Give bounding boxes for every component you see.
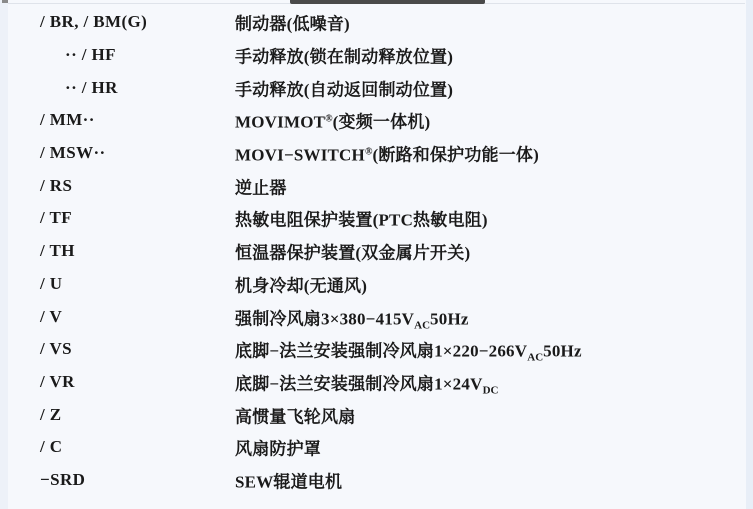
option-description — [235, 402, 355, 427]
option-description — [235, 467, 342, 492]
description-text: MOVIMOT — [235, 112, 326, 132]
option-description — [235, 369, 499, 397]
option-description — [235, 75, 453, 100]
description-text: 恒温器保护装置(双金属片开关) — [235, 243, 471, 263]
list-item — [0, 333, 753, 366]
list-item — [0, 169, 753, 202]
list-item — [0, 300, 753, 333]
list-item — [0, 104, 753, 137]
option-code: / C — [40, 437, 63, 457]
list-item — [0, 431, 753, 464]
description-text: (变频一体机) — [332, 112, 431, 132]
option-code: / RS — [40, 175, 73, 195]
description-text: MOVI−SWITCH — [235, 145, 365, 165]
description-text: 底脚−法兰安装强制冷风扇1×220−266V — [235, 341, 528, 361]
option-description — [235, 141, 539, 166]
description-text: (断路和保护功能一体) — [372, 145, 539, 165]
list-item — [0, 398, 753, 431]
option-code: / V — [40, 306, 63, 326]
list-item — [0, 137, 753, 170]
description-text: 手动释放(自动返回制动位置) — [235, 80, 454, 100]
option-description — [235, 271, 367, 296]
option-code: / VS — [40, 339, 72, 359]
description-text: 强制冷风扇3×380−415V — [235, 309, 415, 329]
option-code: / Z — [40, 404, 62, 424]
option-code: / VR — [40, 371, 75, 391]
option-description — [235, 173, 287, 198]
superscript-text: ® — [325, 113, 333, 125]
superscript-text: ® — [364, 146, 373, 158]
option-description — [235, 206, 488, 231]
option-description — [235, 304, 469, 332]
list-item — [0, 71, 753, 104]
description-text: 制动器(低噪音) — [235, 14, 350, 34]
option-description — [235, 239, 470, 264]
description-text: 热敏电阻保护装置(PTC热敏电阻) — [235, 210, 488, 230]
cropped-content-artifact — [290, 0, 485, 4]
option-code: ·· / HF — [65, 45, 116, 65]
description-text: SEW辊道电机 — [235, 472, 343, 492]
option-code: / MSW·· — [40, 143, 106, 163]
list-item — [0, 268, 753, 301]
option-description — [235, 10, 350, 35]
option-code: / TF — [40, 208, 72, 228]
description-text: 50Hz — [543, 341, 582, 361]
list-item — [0, 464, 753, 497]
list-item — [0, 366, 753, 399]
description-text: 逆止器 — [235, 178, 287, 198]
option-code: / BR, / BM(G) — [40, 12, 148, 32]
description-text: 50Hz — [430, 309, 469, 329]
list-item — [0, 235, 753, 268]
option-description — [235, 43, 453, 68]
option-code: / U — [40, 273, 63, 293]
subscript-text: DC — [482, 384, 499, 397]
option-code: −SRD — [40, 469, 86, 489]
subscript-text: AC — [527, 351, 544, 364]
option-code: ·· / HR — [65, 77, 118, 97]
description-text: 底脚−法兰安装强制冷风扇1×24V — [235, 374, 483, 394]
description-text: 风扇防护罩 — [235, 439, 321, 459]
description-text: 手动释放(锁在制动释放位置) — [235, 47, 454, 67]
description-text: 机身冷却(无通风) — [235, 276, 368, 296]
option-description — [235, 337, 582, 362]
list-item — [0, 6, 753, 39]
option-code: / TH — [40, 241, 75, 261]
cropped-content-artifact-small — [2, 0, 8, 3]
list-item — [0, 202, 753, 235]
option-code: / MM·· — [40, 110, 95, 130]
option-description — [235, 108, 430, 133]
option-designation-list — [0, 6, 753, 496]
description-text: 高惯量飞轮风扇 — [235, 407, 356, 427]
subscript-text: AC — [414, 319, 431, 332]
option-description — [235, 435, 321, 460]
list-item — [0, 39, 753, 72]
